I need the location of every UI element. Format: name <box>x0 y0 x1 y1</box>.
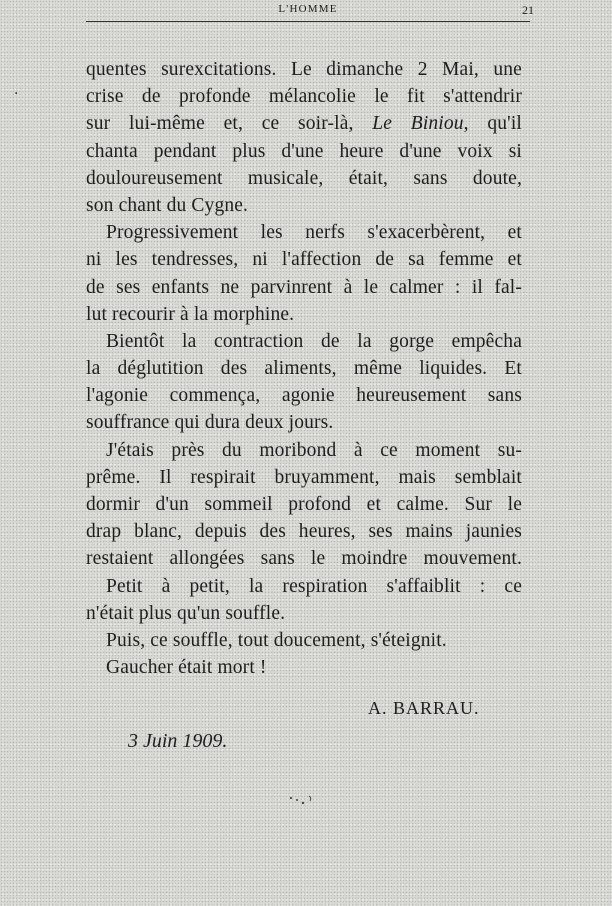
text-line: restaient allongées sans le moindre mouvement. <box>86 548 522 570</box>
text-line: prême. Il respirait bruyamment, mais semblait <box>86 466 522 488</box>
text-line: drap blanc, depuis des heures, ses mains jaunies <box>86 521 522 543</box>
running-head <box>86 3 534 22</box>
ornament-icon <box>283 790 323 810</box>
text-line: dormir d'un sommeil profond et calme. Sur le <box>86 494 522 515</box>
text-line: Bientôt la contraction de la gorge empêcha <box>106 330 522 352</box>
text-line: chanta pendant plus d'une heure d'une voix si <box>86 140 522 162</box>
text-line: Gaucher était mort ! <box>106 657 267 679</box>
text-line: lut recourir à la morphine. <box>86 303 295 325</box>
text-line: de ses enfants ne parvinrent à le calmer : il fal- <box>86 276 522 298</box>
text-line: Petit à petit, la respiration s'affaiblit : ce <box>106 575 522 597</box>
text-line: n'était plus qu'un souffle. <box>86 602 286 624</box>
text-line: la déglutition des aliments, même liquides. Et <box>86 358 522 380</box>
text-line: Progressivement les nerfs s'exacerbèrent, et <box>106 222 522 244</box>
text-line: ni les tendresses, ni l'affection de sa femme et <box>86 249 522 271</box>
text-line-with-title <box>86 110 522 137</box>
text-fragment: sur lui-même et, ce soir-là, <box>86 113 373 135</box>
text-fragment: , qu'il <box>463 113 522 135</box>
author-signature: A. BARRAU. <box>368 698 480 718</box>
date-line: 3 Juin 1909. <box>128 730 228 752</box>
text-line: son chant du Cygne. <box>86 194 249 216</box>
song-title: Le Biniou <box>372 113 464 135</box>
text-line: douloureusement musicale, était, sans doute, <box>86 167 522 189</box>
text-line: souffrance qui dura deux jours. <box>86 412 334 434</box>
text-line: J'étais près du moribond à ce moment su- <box>106 439 522 461</box>
margin-mark: · <box>14 86 19 102</box>
running-title: L'HOMME <box>278 3 338 15</box>
text-line: crise de profonde mélancolie le fit s'attendrir <box>86 86 522 108</box>
body-text <box>86 56 522 681</box>
text-line: l'agonie commença, agonie heureusement sans <box>86 385 522 407</box>
page-number: 21 <box>522 3 534 17</box>
text-line: Puis, ce souffle, tout doucement, s'éteignit. <box>106 629 447 651</box>
text-line: quentes surexcitations. Le dimanche 2 Mai, une <box>86 59 522 80</box>
